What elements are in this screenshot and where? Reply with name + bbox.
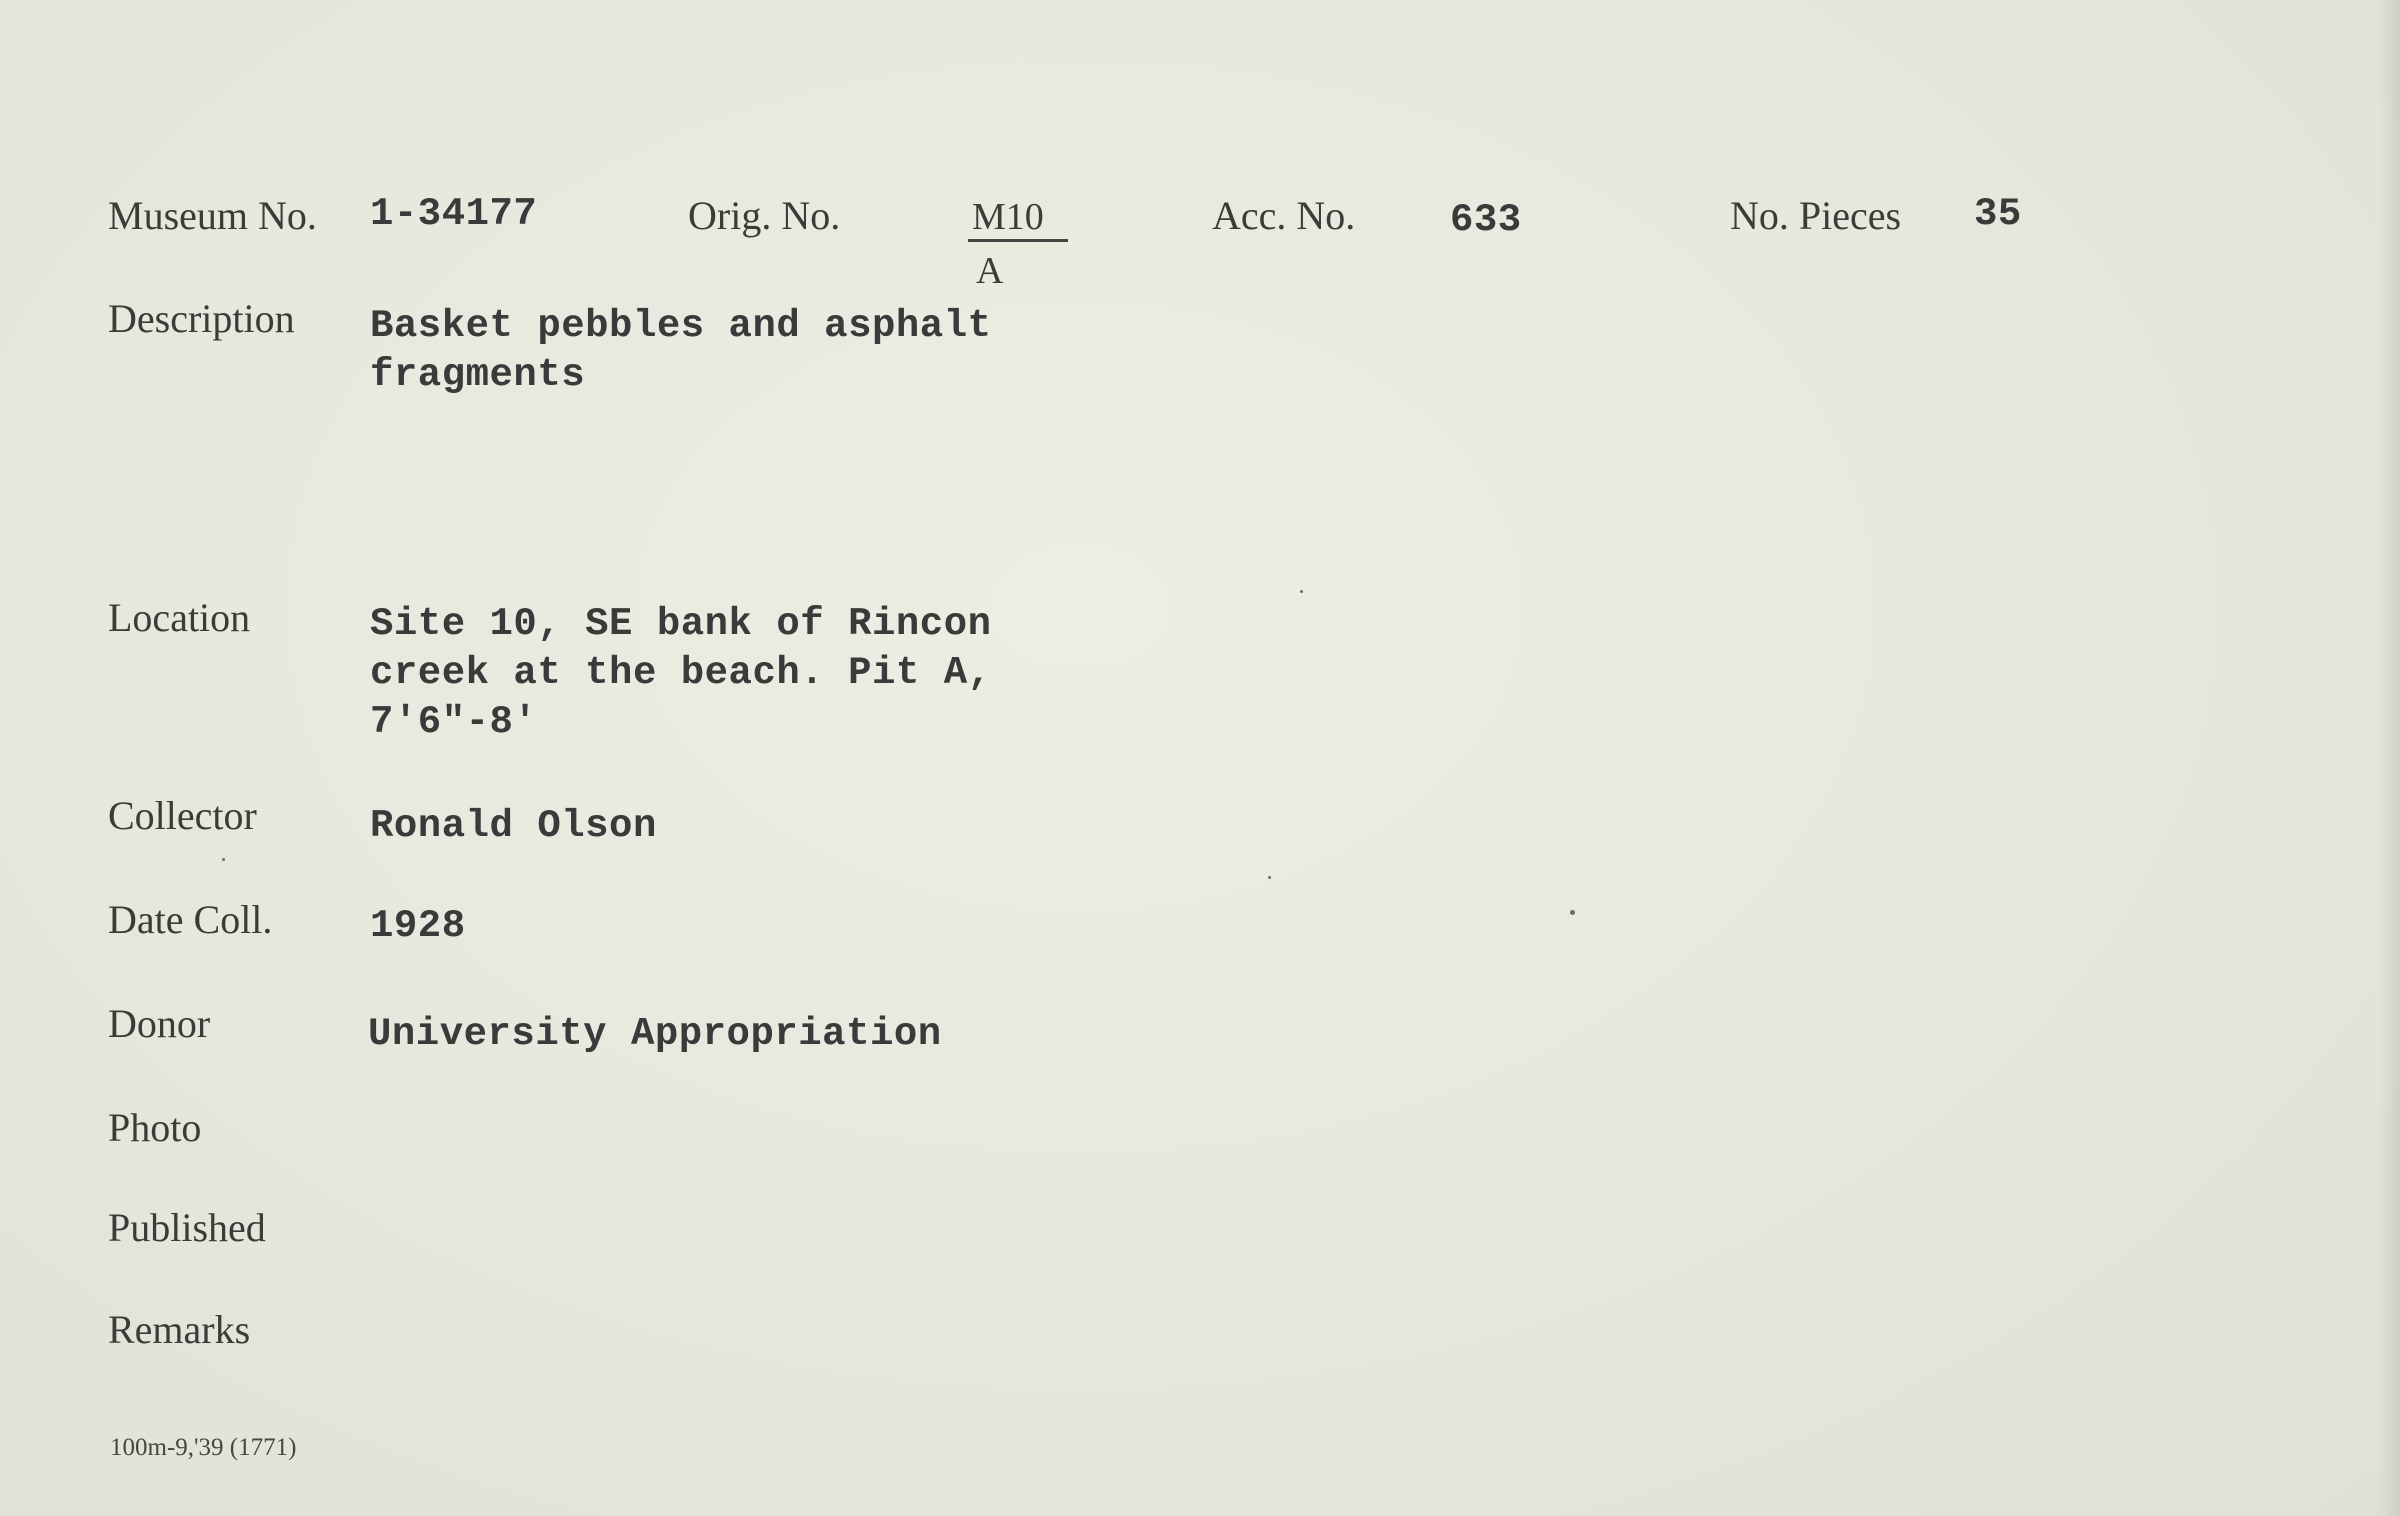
acc-no-label: Acc. No. [1212,193,1356,238]
no-pieces-value: 35 [1974,192,2022,236]
paper-speck [1268,876,1271,879]
published-label: Published [108,1205,266,1250]
no-pieces-label: No. Pieces [1730,193,1902,238]
acc-no-value: 633 [1450,198,1522,242]
photo-label: Photo [108,1105,202,1150]
paper-speck [222,858,225,861]
paper-speck [1570,910,1575,915]
donor-value: University Appropriation [368,1012,942,1056]
orig-no-numerator: M10 [972,196,1044,238]
museum-no-label: Museum No. [108,193,317,238]
museum-no-value: 1-34177 [370,192,538,236]
description-value: Basket pebbles and asphalt fragments [370,304,992,397]
orig-no-denominator: A [976,250,1004,292]
print-code: 100m-9,'39 (1771) [110,1434,297,1461]
location-label: Location [108,595,251,640]
collector-label: Collector [108,793,257,838]
date-coll-label: Date Coll. [108,897,273,942]
date-coll-value: 1928 [370,904,466,948]
remarks-label: Remarks [108,1307,251,1352]
orig-no-label: Orig. No. [688,193,841,238]
donor-label: Donor [108,1001,211,1046]
collector-value: Ronald Olson [370,804,657,848]
paper-speck [1300,590,1303,593]
description-label: Description [108,296,295,341]
orig-no-fraction-bar [968,239,1068,242]
location-value: Site 10, SE bank of Rincon creek at the beach. Pit A, 7'6"-8' [370,602,992,744]
